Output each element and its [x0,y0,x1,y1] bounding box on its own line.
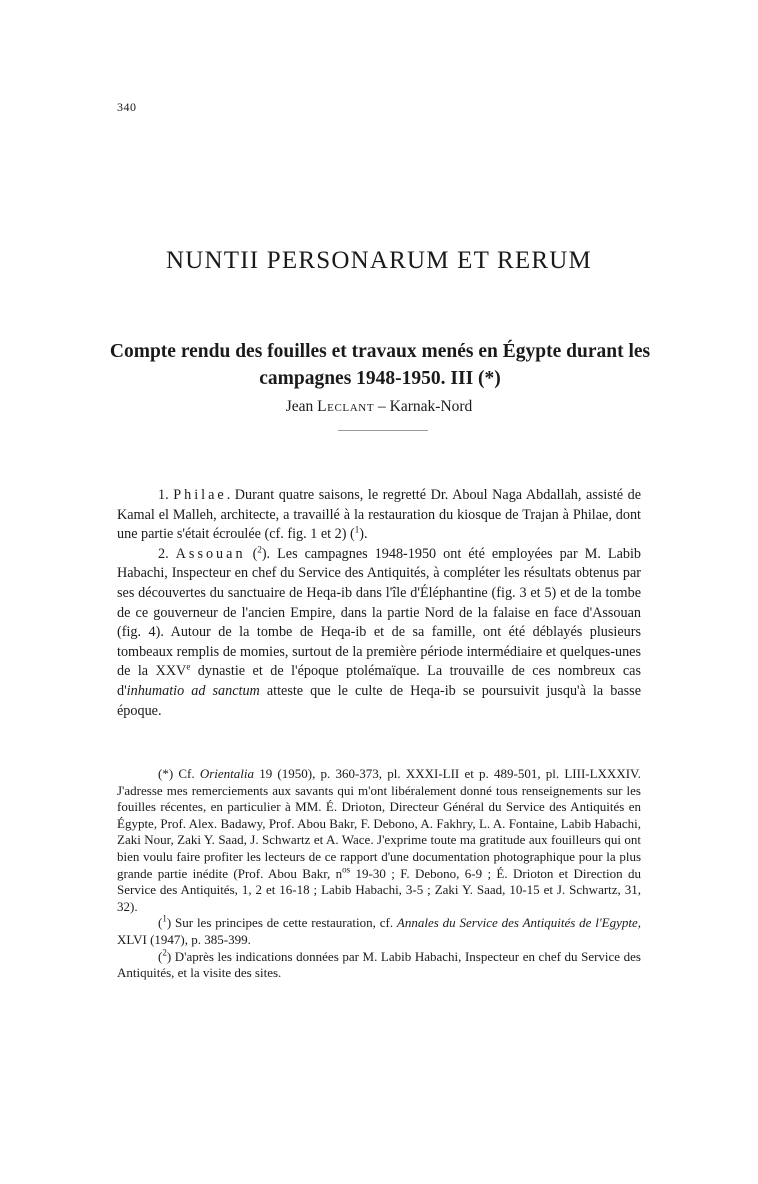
footnote-text: ( [158,948,163,964]
paragraph-philae [117,486,641,545]
journal-heading: NUNTII PERSONARUM ET RERUM [166,247,592,274]
main-text [117,486,641,721]
author-surname: Leclant [317,398,375,415]
footnote-text: ) Sur les principes de cette restauration, cf. [166,915,397,931]
footnote-ref: 2 [257,544,262,555]
place-name: Assouan [175,545,246,562]
footnote-1 [117,915,641,948]
footnote-text: 19-30 ; F. Debono, 6-9 ; É. Drioton et Direction du Service des Antiquités, 1, 2 et 16-18 ; Labib Habachi, 3-5 ; Zaki Y. Saad, 10-15 et J. Schwartz, 31, 32). [117,865,641,914]
latin-phrase: inhumatio ad sanctum [126,682,260,699]
footnotes [117,766,641,982]
paragraph-text: ( [245,545,258,562]
footnote-2 [117,949,641,982]
footnote-text: ( [158,915,163,931]
superscript: e [186,661,191,672]
journal-name: Orientalia [199,766,254,781]
place-name: Philae [173,487,227,503]
paragraph-number: 1. [158,487,169,503]
paragraph-text: . Durant quatre saisons, le regretté Dr. Aboul Naga Abdallah, assisté de Kamal el Malleh, architecte, a travaillé à la restauration du kiosque de Trajan à Philae, dont une partie s'était écroulée (cf. fig. 1 et 2) ( [117,487,641,543]
footnote-text: XLVI (1947), p. 385-399. [117,931,251,947]
title-divider [338,430,428,431]
journal-name: Annales du Service des Antiquités de l'Egypte, [396,915,641,931]
paragraph-number: 2. [158,545,169,562]
author-line [0,398,758,416]
superscript: os [342,864,351,875]
footnote-number: 2 [162,947,167,958]
footnote-text: ) D'après les indications données par M. Labib Habachi, Inspecteur en chef du Service des Antiquités, et la visite des sites. [117,948,641,981]
footnote-number: 1 [162,914,167,925]
footnote-ref: 1 [354,524,360,535]
author-firstname: Jean [285,398,314,415]
article-title: Compte rendu des fouilles et travaux menés en Égypte durant les campagnes 1948-1950. III (*) [109,341,651,389]
footnote-star [117,766,641,915]
footnote-text: 19 (1950), p. 360-373, pl. XXXI-LII et p. 489-501, pl. LIII-LXXXIV. J'adresse mes remerciements aux savants qui m'ont libéralement donné tous renseignements sur les fouilles récentes, en particulier à MM. É. Drioton, Directeur Général du Service des Antiquités en Égypte, Prof. Alex. Badawy, Prof. Abou Bakr, F. Debono, A. Fakhry, L. A. Fontaine, Labib Habachi, Zaki Nour, Zaki Y. Saad, J. Schwartz et A. Wace. J'exprime toute ma gratitude aux fouilleurs qui ont bien voulu faire profiter les lecteurs de ce rapport d'une documentation photographique pour la plus grande partie inédite (Prof. Abou Bakr, n [117,766,641,881]
footnote-marker: (*) Cf. [158,766,200,781]
paragraph-text: dynastie et de l'époque ptolémaïque. La trouvaille de ces nombreux cas d' [117,663,641,699]
paragraph-text: ). [359,526,368,543]
paragraph-text: ). Les campagnes 1948-1950 ont été employées par M. Labib Habachi, Inspecteur en chef du Service des Antiquités, à compléter les résultats obtenus par ses découvertes du sanctuaire de Heqa-ib dans l'île d'Éléphantine (fig. 3 et 5) et de la tombe de ce gouverneur de l'ancien Empire, dans la partie Nord de la falaise en face d'Assouan (fig. 4). Autour de la tombe de Heqa-ib et de sa famille, ont été déblayés plusieurs tombeaux remplis de momies, surtout de la première période intermédiaire et quelques-unes de la XXV [117,545,642,680]
paragraph-assouan [117,545,641,721]
paragraph-text: atteste que le culte de Heqa-ib se poursuivit jusqu'à la basse époque. [117,682,641,719]
author-affiliation: – Karnak-Nord [378,398,473,415]
page-number: 340 [117,100,137,114]
